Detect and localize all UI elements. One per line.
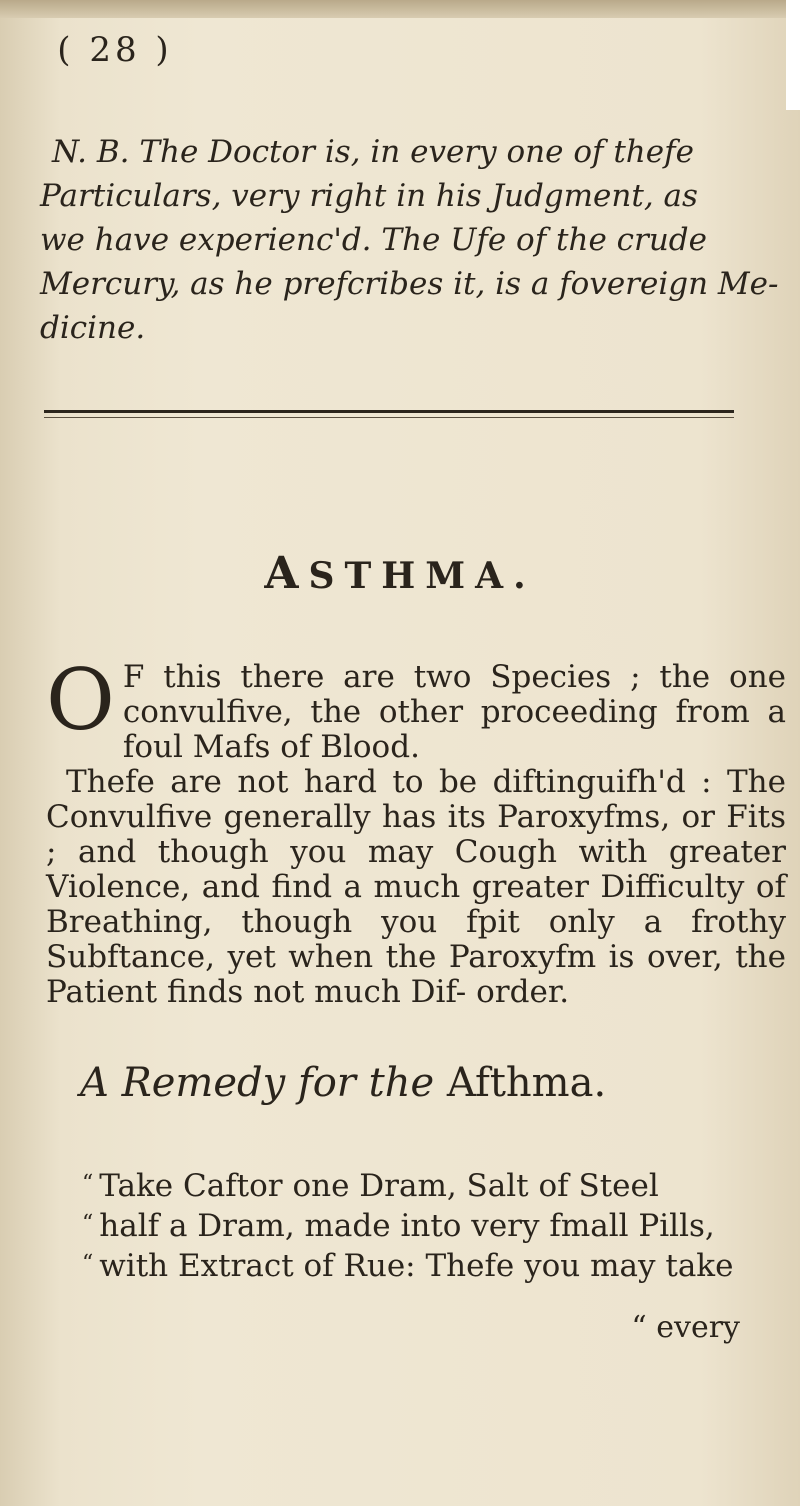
section-title-rest: STHMA.: [308, 555, 536, 597]
section-title: [0, 548, 800, 599]
remedy-line-2-text: half a Dram, made into very fmall Pills,: [99, 1208, 715, 1244]
drop-cap: O: [46, 651, 115, 749]
remedy-line-2: [46, 1205, 786, 1245]
section-title-initial: A: [264, 548, 309, 599]
quote-mark: “: [82, 1211, 94, 1236]
asthma-body: [46, 651, 786, 1010]
note-line-3: we have experienc'd. The Ufe of the crude: [40, 222, 707, 258]
note-line-5: dicine.: [40, 310, 146, 346]
section-divider-thick: [44, 410, 734, 413]
remedy-text: [46, 1165, 786, 1285]
section-divider-thin: [44, 417, 734, 418]
remedy-heading: [80, 1060, 780, 1106]
quote-mark: “: [82, 1251, 94, 1276]
remedy-line-3-text: with Extract of Rue: Thefe you may take: [99, 1248, 734, 1284]
body-paragraph-1-text: F this there are two Species ; the one convulfive, the other proceeding from a foul Mafs of Blood.: [122, 659, 786, 765]
quote-mark: “: [82, 1171, 94, 1196]
remedy-heading-prefix: A Remedy for the: [80, 1060, 447, 1106]
remedy-line-1-text: Take Caftor one Dram, Salt of Steel: [99, 1168, 659, 1204]
catchword: “ every: [631, 1310, 740, 1345]
page-number: ( 28 ): [57, 30, 173, 70]
note-line-2: Particulars, very right in his Judgment, as: [40, 178, 698, 214]
page-right-edge: [786, 0, 800, 110]
body-paragraph-1: [46, 651, 786, 765]
note-line-4: Mercury, as he prefcribes it, is a fovereign Me-: [40, 266, 779, 302]
doctor-note: [40, 130, 780, 350]
remedy-line-3: [46, 1245, 786, 1285]
remedy-heading-suffix: Afthma.: [446, 1060, 607, 1106]
note-line-1: N. B. The Doctor is, in every one of thefe: [52, 134, 694, 170]
page-top-edge: [0, 0, 800, 18]
body-paragraph-2: Thefe are not hard to be diftinguifh'd : The Convulfive generally has its Paroxyfms, or Fits ; and though you may Cough with greater Violence, and find a much greater Difficulty of Breathing, though you fpit only a frothy Subftance, yet when the Paroxyfm is over, the Patient finds not much Dif- order.: [46, 764, 786, 1010]
remedy-line-1: [46, 1165, 786, 1205]
